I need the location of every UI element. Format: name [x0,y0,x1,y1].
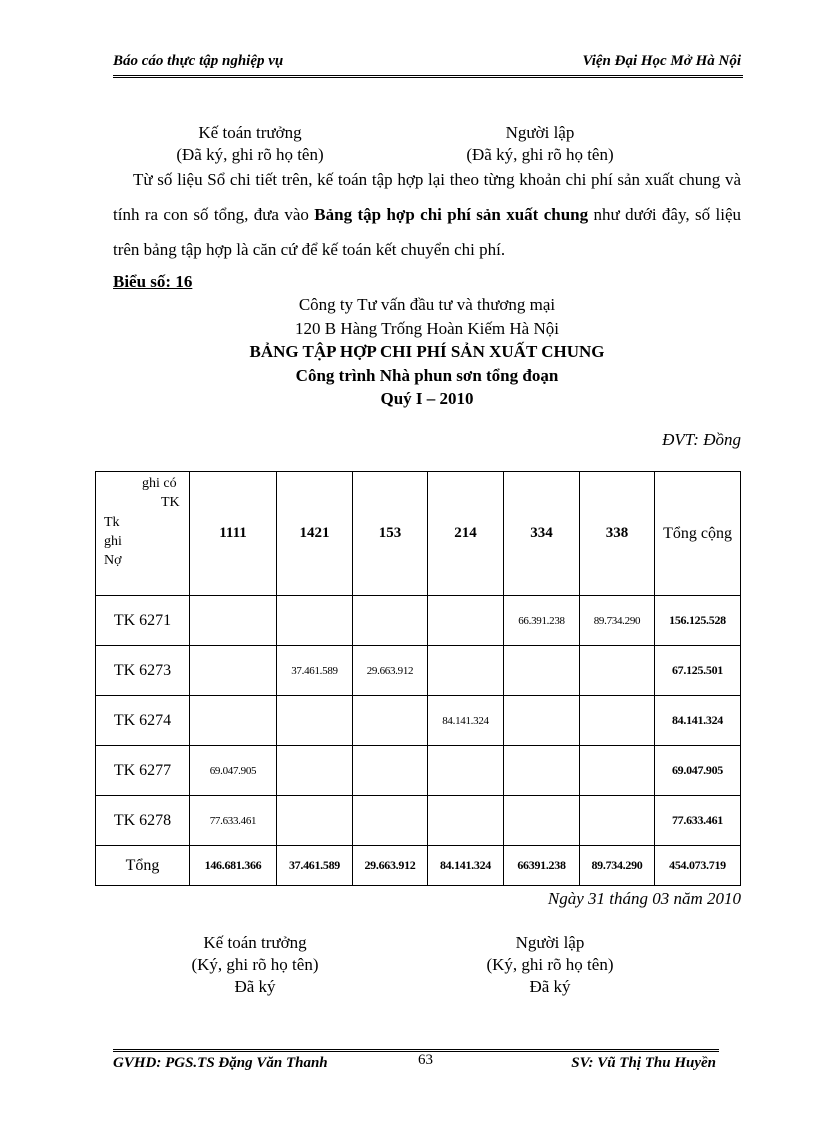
bottom-signature-right-status: Đã ký [529,977,571,996]
table-cell [504,696,580,746]
company-address: 120 B Hàng Trống Hoàn Kiếm Hà Nội [295,319,559,338]
table-cell [580,646,655,696]
corner-debit-1: Tk [104,515,120,530]
table-cell: 66.391.238 [504,596,580,646]
col-header: 1111 [190,472,277,596]
grand-total-cell: 454.073.719 [655,846,741,886]
corner-credit-tk: TK [161,495,180,510]
table-cell [353,796,428,846]
row-total-cell: 77.633.461 [655,796,741,846]
col-header: 214 [428,472,504,596]
footer-left: GVHD: PGS.TS Đặng Văn Thanh [113,1055,328,1071]
table-cell [580,746,655,796]
table-cell: 77.633.461 [190,796,277,846]
bottom-signature-right-note: (Ký, ghi rõ họ tên) [486,955,614,974]
unit-label: ĐVT: Đồng [662,430,741,449]
table-row [96,746,741,796]
bottom-signature-left-role: Kế toán trưởng [203,933,307,952]
table-cell [580,696,655,746]
total-cell: 66391.238 [504,846,580,886]
form-label: Biểu số: 16 [113,272,193,291]
total-cell: 89.734.290 [580,846,655,886]
header-divider [113,75,743,78]
table-cell [277,746,353,796]
page-number: 63 [418,1052,433,1068]
table-corner-cell [96,472,190,596]
table-cell: 84.141.324 [428,696,504,746]
corner-debit-2: ghi [104,534,122,549]
report-period: Quý I – 2010 [380,389,474,408]
table-cell: 69.047.905 [190,746,277,796]
top-signature-right-note: (Đã ký, ghi rõ họ tên) [466,145,614,164]
total-cell: 29.663.912 [353,846,428,886]
bottom-signature-right-role: Người lập [515,933,585,952]
table-cell [353,696,428,746]
table-cell [190,596,277,646]
top-signature-left-note: (Đã ký, ghi rõ họ tên) [176,145,324,164]
table-cell [277,696,353,746]
table-row [96,696,741,746]
table-cell: 29.663.912 [353,646,428,696]
table-cell [504,746,580,796]
total-label: Tổng [96,846,190,886]
header-right: Viện Đại Học Mở Hà Nội [582,53,741,69]
top-signature-left [150,122,350,166]
table-cell [353,746,428,796]
corner-credit-label: ghi có [142,476,177,491]
table-total-row [96,846,741,886]
footer-right: SV: Vũ Thị Thu Huyền [571,1055,716,1071]
row-label: TK 6278 [96,796,190,846]
bottom-signature-left [155,932,355,998]
table-row [96,646,741,696]
table-row [96,796,741,846]
col-header: 1421 [277,472,353,596]
top-signature-right-role: Người lập [505,123,575,142]
table-cell [580,796,655,846]
date-line: Ngày 31 tháng 03 năm 2010 [547,889,741,908]
intro-text-1: Từ số liệu Sổ chi tiết trên, kế toán tập hợp lại theo từng khoản chi phí sản xuất chung và tính ra con số tổng, đưa vào [113,170,741,224]
table-cell: 37.461.589 [277,646,353,696]
table-cell [504,796,580,846]
total-cell: 37.461.589 [277,846,353,886]
intro-paragraph [113,162,741,267]
table-cell [277,796,353,846]
bottom-signature-right [450,932,650,998]
col-header: 334 [504,472,580,596]
table-cell [428,646,504,696]
table-header-row [96,472,741,596]
table-cell [428,796,504,846]
row-label: TK 6273 [96,646,190,696]
bottom-signature-left-status: Đã ký [234,977,276,996]
table-cell [428,746,504,796]
row-total-cell: 84.141.324 [655,696,741,746]
report-title: BẢNG TẬP HỢP CHI PHÍ SẢN XUẤT CHUNG [249,342,605,361]
intro-text-2: như dưới đây, số liệu trên bảng tập hợp là căn cứ để kế toán kết chuyển chi phí. [113,205,741,259]
table-cell [504,646,580,696]
row-label: TK 6274 [96,696,190,746]
top-signature-right [440,122,640,166]
table-cell [428,596,504,646]
intro-bold-title: Bảng tập hợp chi phí sản xuất chung [314,205,589,224]
row-total-cell: 156.125.528 [655,596,741,646]
footer-divider [113,1049,719,1052]
report-project: Công trình Nhà phun sơn tổng đoạn [295,366,559,385]
expense-table [95,471,741,886]
row-label: TK 6277 [96,746,190,796]
table-cell [277,596,353,646]
table-row [96,596,741,646]
header-left: Báo cáo thực tập nghiệp vụ [113,53,284,69]
table-cell [353,596,428,646]
company-name: Công ty Tư vấn đầu tư và thương mại [298,295,556,314]
corner-debit-3: Nợ [104,553,122,568]
col-header-total: Tổng cộng [655,472,741,596]
table-cell: 89.734.290 [580,596,655,646]
top-signature-left-role: Kế toán trưởng [198,123,302,142]
bottom-signature-left-note: (Ký, ghi rõ họ tên) [191,955,319,974]
total-cell: 146.681.366 [190,846,277,886]
table-cell [190,696,277,746]
col-header: 153 [353,472,428,596]
col-header: 338 [580,472,655,596]
row-label: TK 6271 [96,596,190,646]
row-total-cell: 69.047.905 [655,746,741,796]
row-total-cell: 67.125.501 [655,646,741,696]
total-cell: 84.141.324 [428,846,504,886]
table-cell [190,646,277,696]
